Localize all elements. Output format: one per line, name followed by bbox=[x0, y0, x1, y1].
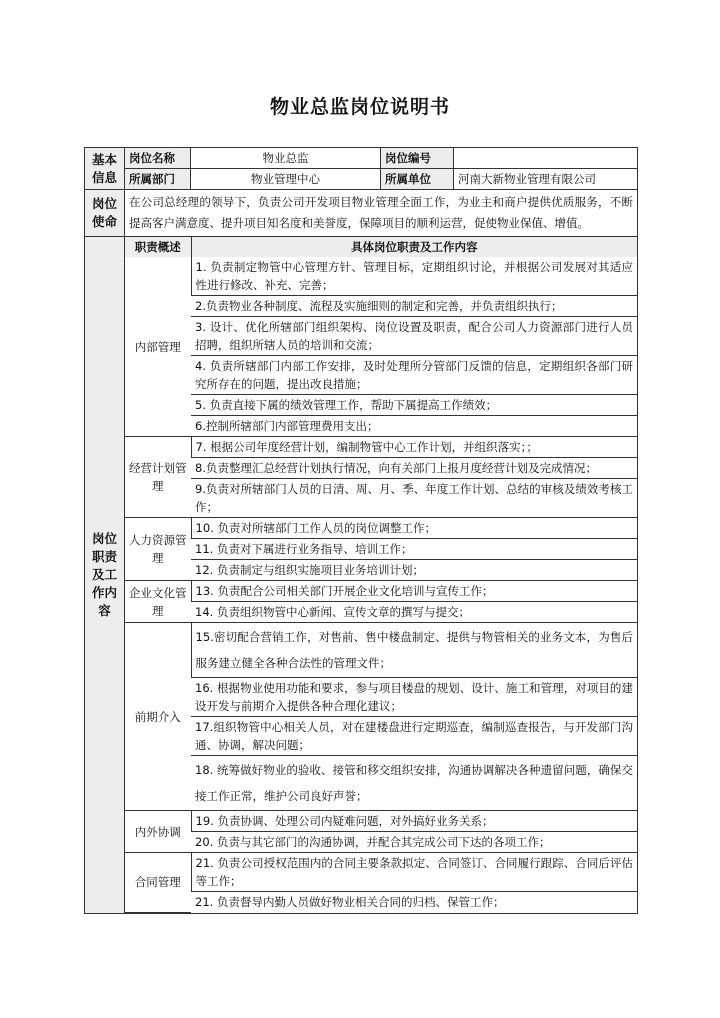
duty-row bbox=[125, 539, 637, 560]
duty-row bbox=[125, 892, 637, 913]
duties-label bbox=[85, 237, 125, 914]
duty-item: 21. 负责公司授权范围内的合同主要条款拟定、合同签订、合同履行跟踪、合同后评估等工作； bbox=[191, 853, 637, 892]
unit-value: 河南大新物业管理有限公司 bbox=[454, 169, 638, 190]
duty-category: 内外协调 bbox=[125, 811, 191, 853]
duty-item: 3. 设计、优化所辖部门组织架构、岗位设置及职责，配合公司人力资源部门进行人员招聘，组织所辖人员的培训和交流； bbox=[191, 317, 637, 356]
position-name-value: 物业总监 bbox=[191, 148, 381, 169]
duty-category: 经营计划管理 bbox=[125, 437, 191, 518]
duty-category: 人力资源管理 bbox=[125, 518, 191, 581]
duty-category: 前期介入 bbox=[125, 623, 191, 811]
duty-item: 10. 负责对所辖部门工作人员的岗位调整工作； bbox=[191, 518, 637, 539]
duty-row bbox=[125, 257, 637, 296]
mission-label: 岗位使命 bbox=[85, 190, 125, 237]
duty-item: 9.负责对所辖部门人员的日清、周、月、季、年度工作计划、总结的审核及绩效考核工作； bbox=[191, 479, 637, 518]
duty-item: 13. 负责配合公司相关部门开展企业文化培训与宣传工作； bbox=[191, 581, 637, 602]
duty-row bbox=[125, 811, 637, 832]
duty-item: 21. 负责督导内勤人员做好物业相关合同的归档、保管工作； bbox=[195, 895, 505, 909]
duty-row bbox=[125, 395, 637, 416]
duty-row bbox=[125, 602, 637, 623]
duty-row bbox=[125, 416, 637, 437]
duty-row bbox=[125, 479, 637, 518]
duty-item: 7. 根据公司年度经营计划，编制物管中心工作计划，并组织落实；； bbox=[191, 437, 637, 458]
col-overview-header: 职责概述 bbox=[125, 237, 191, 257]
document-title: 物业总监岗位说明书 bbox=[269, 96, 450, 118]
duty-item: 8.负责整理汇总经营计划执行情况，向有关部门上报月度经营计划及完成情况； bbox=[191, 458, 637, 479]
duty-category: 内部管理 bbox=[125, 257, 191, 437]
duties-block bbox=[125, 237, 638, 914]
duty-item: 5. 负责直接下属的绩效管理工作，帮助下属提高工作绩效； bbox=[191, 395, 637, 416]
duty-item: 16. 根据物业使用功能和要求，参与项目楼盘的规划、设计、施工和管理，对项目的建设开发与前期介入提供各种合理化建议； bbox=[191, 678, 637, 717]
basic-info-label: 基本信息 bbox=[85, 148, 125, 190]
duties-label-text: 岗位职责及工作内容 bbox=[91, 530, 117, 618]
duty-item: 11. 负责对下属进行业务指导、培训工作； bbox=[191, 539, 637, 560]
duty-category: 合同管理 bbox=[125, 853, 191, 913]
duty-item: 20. 负责与其它部门的沟通协调，并配合其完成公司下达的各项工作； bbox=[191, 832, 637, 853]
duty-item: 15.密切配合营销工作，对售前、售中楼盘制定、提供与物管相关的业务文本，为售后服务建立健全各种合法性的管理文件； bbox=[191, 623, 637, 678]
duty-row bbox=[125, 581, 637, 602]
duty-item: 12. 负责制定与组织实施项目业务培训计划； bbox=[191, 560, 637, 581]
duty-item: 4. 负责所辖部门内部工作安排，及时处理所分管部门反馈的信息，定期组织各部门研究所存在的问题，提出改良措施； bbox=[191, 356, 637, 395]
duty-row bbox=[125, 853, 637, 892]
job-description-table bbox=[84, 147, 638, 914]
duty-item: 17.组织物管中心相关人员，对在建楼盘进行定期巡查，编制巡查报告，与开发部门沟通、协调，解决问题； bbox=[191, 717, 637, 756]
duty-row bbox=[125, 296, 637, 317]
duty-row bbox=[125, 518, 637, 539]
col-detail-header: 具体岗位职责及工作内容 bbox=[191, 237, 637, 257]
duty-item: 2.负责物业各种制度、流程及实施细则的制定和完善，并负责组织执行； bbox=[191, 296, 637, 317]
position-code-label: 岗位编号 bbox=[381, 148, 454, 169]
duty-row bbox=[125, 717, 637, 756]
mission-text: 在公司总经理的领导下，负责公司开发项目物业管理全面工作，为业主和商户提供优质服务，不断提高客户满意度、提升项目知名度和美誉度，保障项目的顺利运营，促使物业保值、增值。 bbox=[125, 190, 638, 237]
unit-label: 所属单位 bbox=[381, 169, 454, 190]
duty-row bbox=[125, 832, 637, 853]
department-label: 所属部门 bbox=[125, 169, 191, 190]
duty-row bbox=[125, 356, 637, 395]
duty-row bbox=[125, 623, 637, 678]
duty-row bbox=[125, 437, 637, 458]
duty-item: 6.控制所辖部门内部管理费用支出； bbox=[191, 416, 637, 437]
duty-row bbox=[125, 458, 637, 479]
duty-row bbox=[125, 317, 637, 356]
position-name-label: 岗位名称 bbox=[125, 148, 191, 169]
duties-table bbox=[125, 237, 637, 913]
duty-item: 18. 统筹做好物业的验收、接管和移交组织安排，沟通协调解决各种遗留问题，确保交接工作正常，维护公司良好声誉； bbox=[191, 756, 637, 811]
duty-row bbox=[125, 756, 637, 811]
duty-row bbox=[125, 678, 637, 717]
duty-category: 企业文化管理 bbox=[125, 581, 191, 623]
duty-item: 19. 负责协调、处理公司内疑难问题，对外搞好业务关系； bbox=[191, 811, 637, 832]
duty-item: 14. 负责组织物管中心新闻、宣传文章的撰写与提交； bbox=[191, 602, 637, 623]
department-value: 物业管理中心 bbox=[191, 169, 381, 190]
duty-row bbox=[125, 560, 637, 581]
duty-item: 1. 负责制定物管中心管理方针、管理目标，定期组织讨论，并根据公司发展对其适应性进行修改、补充、完善； bbox=[191, 257, 637, 296]
position-code-value bbox=[454, 148, 638, 169]
